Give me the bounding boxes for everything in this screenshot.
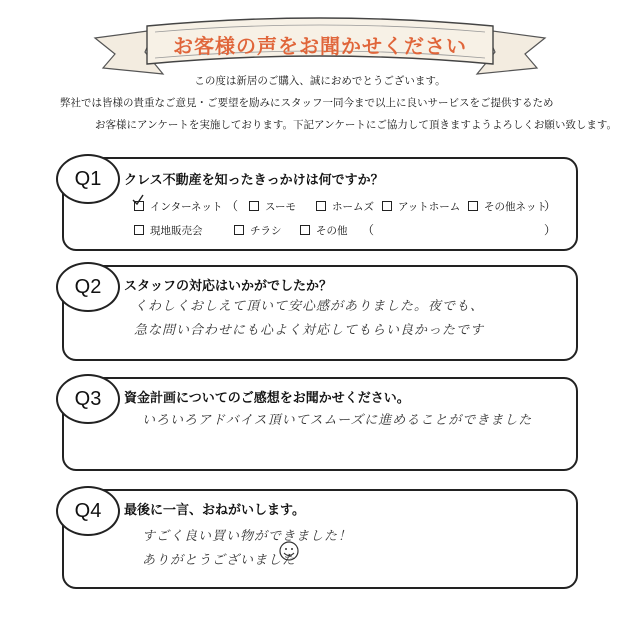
q2-answer-line-1: くわしくおしえて頂いて安心感がありました。夜でも、 bbox=[134, 299, 485, 314]
q1-question: クレス不動産を知ったきっかけは何ですか？ bbox=[124, 173, 384, 188]
q4-answer-line-2: ありがとうございました bbox=[142, 553, 297, 568]
q3-badge: Q3 bbox=[56, 374, 120, 424]
q3-box bbox=[62, 377, 578, 471]
q1-paren-close-1: ） bbox=[544, 199, 557, 213]
q3-answer-line-1: いろいろアドバイス頂いてスムーズに進めることができました bbox=[142, 413, 533, 428]
check-mark-icon bbox=[131, 193, 145, 207]
q2-box bbox=[62, 265, 578, 361]
q4-question: 最後に一言、おねがいします。 bbox=[124, 503, 305, 518]
q4-badge: Q4 bbox=[56, 486, 120, 536]
q1-option-homes[interactable]: ホームズ bbox=[316, 199, 374, 214]
q1-option-flyer[interactable]: チラシ bbox=[234, 223, 282, 238]
page-title: お客様の声をお聞かせください bbox=[173, 34, 467, 58]
q4-answer-line-1: すごく良い買い物ができました！ bbox=[142, 529, 353, 544]
checkbox[interactable] bbox=[316, 201, 326, 211]
q1-paren-close-2: ） bbox=[544, 223, 557, 237]
q2-badge: Q2 bbox=[56, 262, 120, 312]
intro-line-3: お客様にアンケートを実施しております。下記アンケートにご協力して頂きますようよろしくお願い致します。 bbox=[95, 119, 618, 131]
intro-line-2: 弊社では皆様の貴重なご意見・ご要望を励みにスタッフ一同今まで以上に良いサービスをご提供するため bbox=[60, 97, 554, 109]
checkbox[interactable] bbox=[468, 201, 478, 211]
q3-question: 資金計画についてのご感想をお聞かせください。 bbox=[124, 391, 410, 406]
checkbox[interactable] bbox=[382, 201, 392, 211]
intro-line-1: この度は新居のご購入、誠におめでとうございます。 bbox=[194, 75, 446, 87]
smiley-face-icon bbox=[278, 540, 300, 562]
q1-option-suumo[interactable]: スーモ bbox=[249, 199, 296, 214]
q1-option-other[interactable]: その他 bbox=[300, 223, 348, 238]
q1-option-open-house[interactable]: 現地販売会 bbox=[134, 223, 203, 238]
q4-box bbox=[62, 489, 578, 589]
q1-option-internet[interactable]: インターネット bbox=[134, 199, 223, 214]
checkbox[interactable] bbox=[249, 201, 259, 211]
checkbox[interactable] bbox=[134, 225, 144, 235]
q2-question: スタッフの対応はいかがでしたか？ bbox=[124, 279, 333, 294]
q2-answer-line-2: 急な問い合わせにも心よく対応してもらい良かったです bbox=[134, 323, 485, 338]
q1-option-athome[interactable]: アットホーム bbox=[382, 199, 460, 214]
checkbox[interactable] bbox=[300, 225, 310, 235]
q1-badge: Q1 bbox=[56, 154, 120, 204]
q1-paren-open-2: （ bbox=[362, 223, 375, 237]
q1-option-othernet[interactable]: その他ネット bbox=[468, 199, 547, 214]
checkbox[interactable] bbox=[234, 225, 244, 235]
q1-paren-open: （ bbox=[226, 199, 239, 213]
